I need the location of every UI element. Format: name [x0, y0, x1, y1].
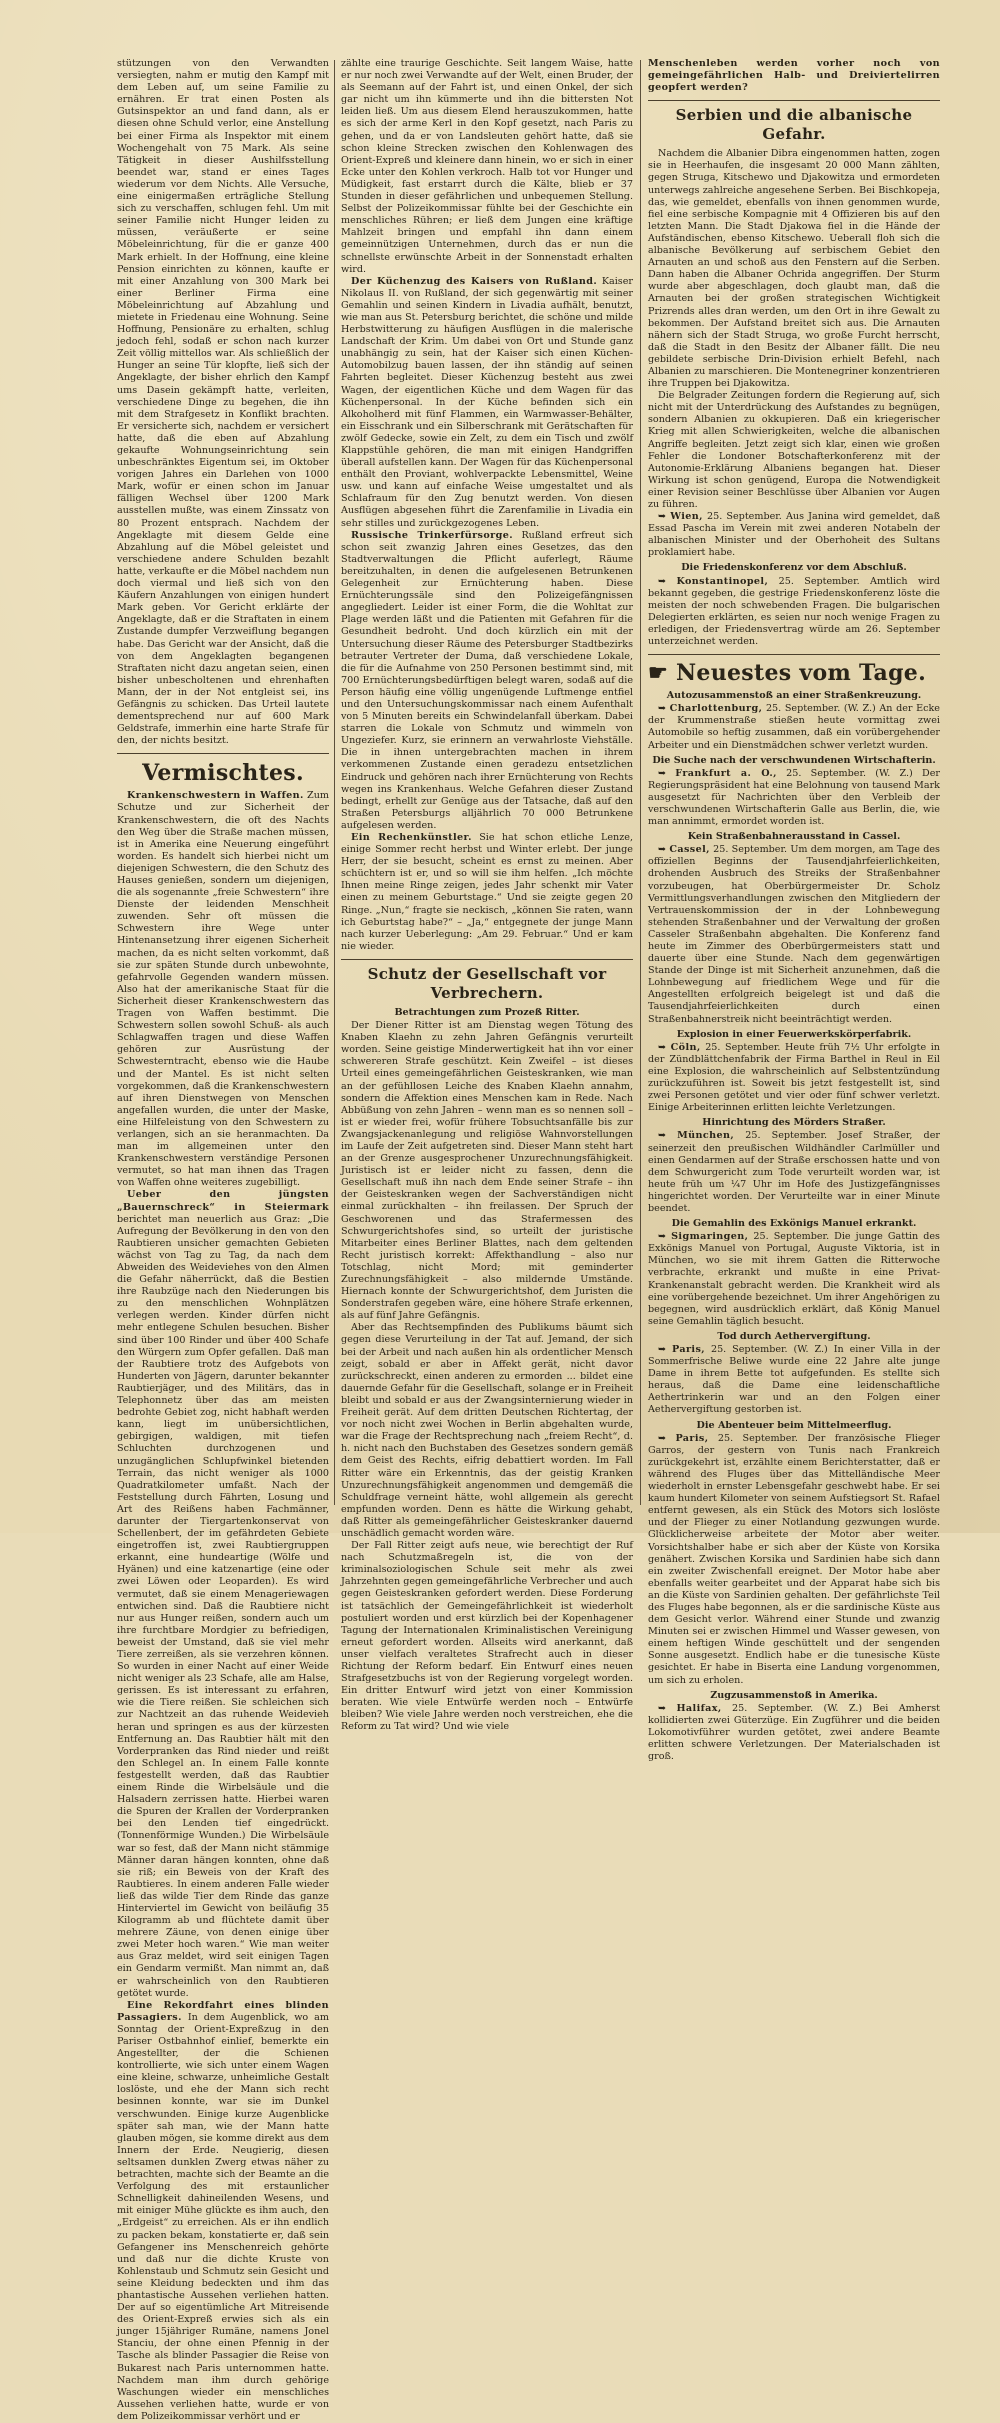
- arrow-icon: ➥: [658, 1041, 667, 1053]
- article-paragraph: [648, 576, 940, 649]
- column-2: [341, 58, 633, 1733]
- dateline: Charlottenburg,: [669, 703, 763, 715]
- arrow-icon: ➥: [658, 844, 667, 856]
- article-text: Rußland erfreut sich schon seit zwanzig Jahren eines Gesetzes, das den Stadtverwaltungen die Pflicht auferlegt, Räume bereitzuhalten, in denen die aufgelesenen Betrunkenen Gelegenheit zur Ernüchterung haben. Diese Ernüchterungssäle sind den Polizeigefängnissen angegliedert. Leider ist einer Form, die die Wohltat zur Plage werden läßt und die Patienten mit Gefahren für die Gesundheit bedroht. Und doch kürzlich ein mit der Untersuchung dieser Räume des Petersburger Stadtbezirks betrauter Vertreter der Duma, daß verschiedene Lokale, die für die Aufnahme von 250 Personen bestimmt sind, mit 700 Ernüchterungsbedürftigen belegt waren, sodaß auf die Person häufig eine völlig ungenügende Luftmenge entfiel und den Untersuchungskommissar nach einem Aufenthalt von 5 Minuten bereits ein Schwindelanfall überkam. Dabei starren die Lokale von Schmutz und wimmeln von Ungeziefer. Kurz, sie erinnern an verwahrloste Viehställe. Die in ihnen untergebrachten machen in ihrem verkommenen Zustande einen geradezu entsetzlichen Eindruck und gehören nach ihrer Ernüchterung von Rechts wegen ins Krankenhaus. Welche Gefahren dieser Zustand bedingt, erhellt zur Genüge aus der Tatsache, daß auf den Straßen Petersburgs alljährlich 70 000 Betrunkene aufgelesen werden.: [341, 529, 633, 831]
- dateline: Cassel,: [669, 844, 710, 856]
- arrow-icon: ➥: [658, 1231, 667, 1243]
- article-text: 25. September. (W. Z.) Der Regierungspräsident hat eine Belohnung von tausend Mark ausgesetzt für Nachrichten über den Verbleib der verschwundenen Wirtschafterin Galle aus Berlin, die, wie man annimmt, ermordet worden ist.: [648, 767, 940, 828]
- article-subheading: Zugzusammenstoß in Amerika.: [710, 1689, 878, 1701]
- article-text: Der Fall Ritter zeigt aufs neue, wie berechtigt der Ruf nach Schutzmaßregeln ist, die von der kriminalsoziologischen Schule seit mehr als zwei Jahrzehnten gegen gemeingefährliche Verbrecher und auch gegen Geisteskranken gefordert werden. Diese Forderung ist tatsächlich der Gemeingefährlichkeit ist wiederholt postuliert worden und erst kürzlich bei der Kopenhagener Tagung der Internationalen Kriminalistischen Vereinigung erneut gefordert worden. Allseits wird anerkannt, daß unser vielfach veraltetes Strafrecht auch in dieser Richtung der Reform bedarf. Ein Entwurf eines neuen Strafgesetzbuchs ist von der Regierung vorgelegt worden. Ein dritter Entwurf wird jetzt von einer Kommission beraten. Wie viele Entwürfe werden noch – Entwürfe bleiben? Wie viele Jahre werden noch verstreichen, ehe die Reform zu Tat wird? Und wie viele: [341, 1540, 633, 1733]
- arrow-icon: ➥: [658, 1432, 667, 1444]
- article-lead: Russische Trinkerfürsorge.: [351, 529, 513, 541]
- article-paragraph: [648, 1344, 940, 1417]
- article-paragraph: [648, 703, 940, 751]
- arrow-icon: ➥: [658, 767, 667, 779]
- article-subheading: Autozusammenstoß an einer Straßenkreuzung.: [666, 690, 922, 702]
- article-text: Sie hat schon etliche Lenze, einige Sommer recht herbst und Winter erlebt. Der junge Herr, der sie besucht, scheint es ernst zu meinen. Aber schüchtern ist er, und so will sie ihm helfen. „Ich möchte Ihnen meine Ringe zeigen, jedes Jahr schenkt mir Vater einen zu meinem Geburtstage.“ Und sie zeigte gegen 20 Ringe. „Nun,“ fragte sie neckisch, „können Sie raten, wann ich Geburtstag habe?“ – „Ja,“ entgegnete der junge Mann nach kurzer Ueberlegung: „Am 29. Februar.“ Und er kam nie wieder.: [341, 832, 633, 952]
- article-text: 25. September. Der französische Flieger Garros, der gestern von Tunis nach Frankreich zurückgekehrt ist, erzählte einem Berichterstatter, daß er während des Fluges über das Mittelländische Meer wiederholt in ernster Lebensgefahr geschwebt habe. Er sei kaum hundert Kilometer von seinem Aufstiegsort St. Rafael entfernt gewesen, als ein Stück des Motors sich loslöste und der Flieger zu einer Notlandung gezwungen wurde. Glücklicherweise arbeitete der Motor aber weiter. Vorsichtshalber habe er sich aber der Küste von Korsika genähert. Zwischen Korsika und Sardinien habe sich dann ein zweiter Zwischenfall ereignet. Der Motor habe aber ebenfalls weiter gearbeitet und der Apparat habe sich bis an die Küste von Sardinien gehalten. Der gefährlichste Teil des Fluges habe begonnen, als er die sardinische Küste aus dem Gesicht verlor. Während einer Stunde und zwanzig Minuten sei er zwischen Himmel und Wasser gewesen, von einem heftigen Winde geschüttelt und der sengenden Sonne ausgesetzt. Endlich habe er die tunesische Küste gesichtet. Er habe in Biserta eine Landung vorgenommen, um sich zu erholen.: [648, 1432, 940, 1686]
- article-subheading: Hinrichtung des Mörders Straßer.: [702, 1117, 886, 1129]
- arrow-icon: ➥: [658, 1344, 667, 1355]
- article-text: zählte eine traurige Geschichte. Seit langem Waise, hatte er nur noch zwei Verwandte auf der Welt, einen Bruder, der als Seemann auf der Fahrt ist, und einen Onkel, der sich gar nicht um ihn kümmerte und ihn die bittersten Not leiden ließ. Um aus diesem Elend herauszukommen, hatte es sich der arme Kerl in den Kopf gesetzt, nach Paris zu gehen, und da er von Landsleuten gehört hatte, daß sie schon kleine Strecken zwischen den Kohlenwagen des Orient-Expreß und kleinere dann hinein, wo er sich in einer Ecke unter den Kohlen verkroch. Halb tot vor Hunger und Müdigkeit, fast erstarrt durch die Kälte, blieb er 37 Stunden in dieser gefährlichen und unbequemen Stellung. Selbst der Polizeikommissar fühlte bei der Geschichte ein menschliches Rühren; er ließ dem Jungen eine kräftige Mahlzeit bringen und empfahl ihn dann einem gemeinnützigen Unternehmen, durch das er nun die schnellste erwünschte Arbeit in der Sonnenstadt erhalten wird.: [341, 58, 633, 275]
- article-paragraph: [341, 276, 633, 530]
- dateline: Paris,: [675, 1432, 709, 1444]
- article-subheading: Betrachtungen zum Prozeß Ritter.: [394, 1006, 580, 1018]
- article-text: Aber das Rechtsempfinden des Publikums bäumt sich gegen diese Verurteilung in der Tat auf. Jemand, der sich bei der Arbeit und nach außen hin als ordentlicher Mensch zeigt, sobald er aber in Affekt gerät, nicht davor zurückschreckt, einen anderen zu ermorden ... bildet eine dauernde Gefahr für die Gesellschaft, solange er in Freiheit bleibt und sobald er aus der Zwangsinternierung wieder in Freiheit gerät. Auf dem dritten Deutschen Richtertag, der vor noch nicht zwei Wochen in Berlin abgehalten wurde, war die Frage der Rechtsprechung nach „freiem Recht“, d. h. nicht nach den Buchstaben des Gesetzes sondern gemäß dem Geist des Rechts, eifrig debattiert worden. Im Fall Ritter wäre ein Erkenntnis, das der geistig Kranken Unzurechnungsfähigkeit angenommen und demgemäß die Schuldfrage verneint hätte, wohl allgemein als gerecht empfunden worden. Denn es hätte die Wirkung gehabt, daß Ritter als gemeingefährlicher Geisteskranker dauernd unschädlich gemacht worden wäre.: [341, 1322, 633, 1539]
- arrow-icon: ➥: [658, 575, 667, 587]
- article-subheading: Kein Straßenbahnerausstand in Cassel.: [687, 831, 901, 843]
- article-paragraph: [648, 768, 940, 828]
- section-heading-serbien: Serbien und die albanische Gefahr.: [648, 100, 940, 144]
- article-text: Die Belgrader Zeitungen fordern die Regierung auf, sich nicht mit der Unterdrückung des Aufstandes zu begnügen, sondern Albanien zu okkupieren. Daß ein kriegerischer Krieg mit allen Schwierigkeiten, welche die albanischen Angriffe begleiten. Jetzt zeigt sich klar, einen wie großen Fehler die Londoner Botschafterkonferenz mit der Autonomie-Erklärung Albaniens begangen hat. Dieser Wirkung ist schon genügend, Europa die Notwendigkeit einer Revision seiner Beschlüsse über Albanien vor Augen zu führen.: [648, 390, 940, 510]
- article-subheading: Die Suche nach der verschwundenen Wirtschafterin.: [652, 754, 936, 766]
- dateline: Wien,: [670, 511, 703, 523]
- article-paragraph: [648, 511, 940, 559]
- article-paragraph: [117, 790, 329, 1189]
- article-paragraph: [648, 1130, 940, 1215]
- dateline: Frankfurt a. O.,: [675, 767, 777, 779]
- article-lead: Der Küchenzug des Kaisers von Rußland.: [351, 275, 598, 287]
- article-paragraph: [117, 2000, 329, 2423]
- article-text: In dem Augenblick, wo am Sonntag der Orient-Expreßzug in den Pariser Ostbahnhof einlief, bemerkte ein Angestellter, der die Schienen kontrollierte, wie sich unter einem Wagen eine kleine, schwarze, unheimliche Gestalt loslöste, und ehe der Mann sich recht besinnen konnte, war sie im Dunkel verschwunden. Einige kurze Augenblicke später sah man, wie der Mann hatte glauben mögen, sie komme direkt aus dem Innern der Erde. Neugierig, diesen seltsamen dunklen Zwerg etwas näher zu betrachten, machte sich der Beamte an die Verfolgung des mit erstaunlicher Schnelligkeit dahineilenden Wesens, und mit einiger Mühe glückte es ihm auch, den „Erdgeist“ zu erreichen. Als er ihn endlich zu packen bekam, konstatierte er, daß sein Gefangener ins Menschenreich gehörte und daß nur die dichte Kruste von Kohlenstaub und Schmutz sein Gesicht und seine Kleidung bedeckten und ihm das phantastische Aussehen verliehen hatten. Der auf so eigentümliche Art Mitreisende des Orient-Expreß erwies sich als ein junger 15jähriger Rumäne, namens Jonel Stanciu, der ohne einen Pfennig in der Tasche als blinder Passagier die Reise von Bukarest nach Paris unternommen hatte. Nachdem man ihm durch gehörige Waschungen wieder ein menschliches Aussehen verliehen hatte, wurde er von dem Polizeikommissar verhört und er: [117, 2011, 329, 2422]
- section-heading-vermischtes: Vermischtes.: [117, 753, 329, 786]
- article-lead: Ueber den jüngsten „Bauernschreck“ in Steiermark: [117, 1189, 329, 1213]
- column-rule: [640, 60, 641, 1505]
- article-text: 25. September. Amtlich wird bekannt gegeben, die gestrige Friedenskonferenz löste die meisten der noch schwebenden Fragen. Die bulgarischen Delegierten erklärten, es seien nur noch wenige Fragen zu erledigen, der Friedensvertrag würde am 26. September unterzeichnet werden.: [648, 575, 940, 648]
- article-lead: Eine Rekordfahrt eines blinden Passagiers.: [117, 1999, 329, 2023]
- arrow-icon: ➥: [658, 1702, 667, 1714]
- article-paragraph: [341, 832, 633, 953]
- column-1: [117, 58, 329, 2422]
- article-subheading: Die Gemahlin des Exkönigs Manuel erkrankt.: [671, 1218, 917, 1230]
- arrow-icon: ➥: [658, 1130, 667, 1142]
- article-text: Nachdem die Albanier Dibra eingenommen hatten, zogen sie in Heerhaufen, die insgesamt 20 000 Mann zählten, gegen Struga, Kitschewo und Djakowitza und ermordeten unterwegs zahlreiche angesehene Serben. Bei Bischkopeja, das, wie gemeldet, ebenfalls von ihnen genommen wurde, fiel eine serbische Kompagnie mit 4 Offizieren bis auf den letzten Mann. Die Stadt Djakowa fiel in die Hände der Aufständischen, ebenso Kitschewo. Ueberall floh sich die albanische Bevölkerung auf serbischem Gebiet den Arnauten an und schoß aus den Fenstern auf die Serben. Dann haben die Albaner Ochrida angegriffen. Der Sturm wurde aber abgeschlagen, doch glaubt man, daß die Arnauten bei der großen strategischen Wichtigkeit Prizrends alles dran werden, um den Ort in ihre Gewalt zu bekommen. Der Aufstand breitet sich aus. Die Arnauten nähern sich der Stadt Struga, wo große Furcht herrscht, daß die Stadt in den Besitz der Albaner fällt. Die neu gebildete serbische Drin-Division erhielt Befehl, nach Albanien zu marschieren. Die Montenegriner konzentrieren ihre Truppen bei Djakowitza.: [648, 148, 940, 390]
- article-paragraph: [341, 530, 633, 832]
- article-text: Zum Schutze und zur Sicherheit der Krankenschwestern, die oft des Nachts den Weg über die Straße machen müssen, ist in Amerika eine Neuerung eingeführt worden. Es handelt sich hierbei nicht um diejenigen Schwestern, die den Schutz des Hauses genießen, sondern um diejenigen, die als sogenannte „freie Schwestern“ ihre Dienste der leidenden Menschheit zuwenden. Sehr oft müssen die Schwestern ihre Wege unter Hintenansetzung ihrer eigenen Sicherheit machen, da es nicht selten vorkommt, daß sie zur späten Stunde durch unbewohnte, gefahrvolle Gegenden wandern müssen. Also hat der amerikanische Staat für die Sicherheit dieser Krankenschwestern das Tragen von Waffen bestimmt. Die Schwestern sollen sowohl Schuß- als auch Schlagwaffen tragen und diese Waffen gehören zur Ausrüstung der Schwesterntracht, ebenso wie die Haube und der Mantel. Es ist nicht selten vorgekommen, daß die Krankenschwestern auf ihren Dienstwegen von Menschen angefallen wurden, die unter der Maske, eine Hilfeleistung von den Schwestern zu verlangen, sich an sie heranmachten. Da man im allgemeinen unter den Krankenschwestern verständige Personen vermutet, so hat man ihnen das Tragen von Waffen ohne weiteres zugebilligt.: [117, 790, 329, 1189]
- dateline: Paris,: [672, 1344, 706, 1355]
- article-subheading: Die Friedenskonferenz vor dem Abschluß.: [681, 562, 907, 574]
- dateline: Konstantinopel,: [676, 575, 769, 587]
- article-text: 25. September. Josef Straßer, der seinerzeit den preußischen Wildhändler Carlmüller und einen Gendarmen auf der Straße erschossen hatte und von dem Schwurgericht zum Tode verurteilt worden war, ist heute früh um ¼7 Uhr im Hofe des Justizgefängnisses hingerichtet worden. Der Verurteilte war in einer Minute beendet.: [648, 1130, 940, 1214]
- article-text: berichtet man neuerlich aus Graz: „Die Aufregung der Bevölkerung in den von den Raubtieren unsicher gemachten Gebieten wächst von Tag zu Tag, da nach dem Abweiden des Weideviehes von den Almen die Gefahr näherrückt, daß die Bestien ihre Raubzüge nach den Niederungen bis zu den menschlichen Wohnplätzen verlegen werden. Kinder dürfen nicht mehr entlegene Schulen besuchen. Bisher sind über 100 Rinder und über 400 Schafe den Würgern zum Opfer gefallen. Daß man der Raubtiere trotz des Aufgebots von Hunderten von Jägern, darunter bekannter Raubtierjäger, und des Militärs, das in Telephonnetz über das am meisten bedrohte Gebiet zog, nicht habhaft werden kann, liegt im unübersichtlichen, gebirgigen, waldigen, mit tiefen Schluchten durchzogenen und unzugänglichen Schlupfwinkel bietenden Terrain, das nicht weniger als 1000 Quadratkilometer umfaßt. Nach der Feststellung durch Fährten, Losung und Art des Reißens haben Fachmänner, darunter der Tiergartenkonservat von Schellenbert, der im gefährdeten Gebiete eingetroffen ist, zwei Raubtiergruppen erkannt, eine hundeartige (Wölfe und Hyänen) und eine katzenartige (eine oder zwei Löwen oder Leoparden). Es wird vermutet, daß sie einem Menageriewagen entwichen sind. Daß die Raubtiere nicht nur aus Hunger reißen, sondern auch um ihre furchtbare Mordgier zu befriedigen, beweist der Umstand, daß sie viel mehr Tiere zerreißen, als sie verzehren können. So wurden in einer Nacht auf einer Weide nicht weniger als 23 Schafe, alle am Halse, gerissen. Es ist interessant zu erfahren, wie die Tiere reißen. Sie schleichen sich zur Nachtzeit an das ruhende Weidevieh heran und springen es aus der kürzesten Entfernung an. Das Raubtier hält mit den Vorderpranken das Rind nieder und reißt den Schlegel an. In einem Falle konnte festgestellt werden, daß das Raubtier einem Rinde die Wirbelsäule und die Halsadern zerrissen hatte. Hierbei waren die Spuren der Krallen der Vorderpranken bei den Lenden tief eingedrückt. (Tonnenförmige Wunden.) Die Wirbelsäule war so fest, daß der Mann nicht stämmige Männer daran hängen konnten, ohne daß sie riß; ein Beweis von der Kraft des Raubtieres. In einem anderen Falle wieder ließ das wilde Tier dem Rinde das ganze Hinterviertel im Gewicht von beiläufig 35 Kilogramm ab und flüchtete damit über mehrere Zäune, von denen einige über zwei Meter hoch waren.“ Wie man weiter aus Graz meldet, wird seit einigen Tagen ein Gendarm vermißt. Man nimmt an, daß er wahrscheinlich von den Raubtieren getötet wurde.: [117, 1213, 329, 1999]
- article-paragraph: [648, 1231, 940, 1328]
- section-heading-neuestes: [648, 654, 940, 686]
- article-text: 25. September. (W. Z.) An der Ecke der Krummenstraße stießen heute vormittag zwei Automobile so heftig zusammen, daß ein vorübergehender Arbeiter und ein Dienstmädchen schwer verletzt wurden.: [648, 703, 940, 751]
- section-heading-schutz: Schutz der Gesellschaft vor Verbrechern.: [341, 959, 633, 1003]
- article-paragraph: [648, 1703, 940, 1763]
- arrow-icon: ➥: [658, 511, 667, 523]
- dateline: München,: [677, 1130, 735, 1142]
- article-paragraph: [648, 1042, 940, 1115]
- dateline: Sigmaringen,: [671, 1231, 749, 1243]
- column-3: [648, 58, 940, 1763]
- article-text: 25. September. (W. Z.) In einer Villa in der Sommerfrische Beliwe wurde eine 22 Jahre alte junge Dame in ihrem Bette tot aufgefunden. Es stellte sich heraus, daß die Dame eine leidenschaftliche Aethertrinkerin war und an den Folgen einer Aethervergiftung gestorben ist.: [648, 1344, 940, 1416]
- article-text: 25. September. Aus Janina wird gemeldet, daß Essad Pascha im Verein mit zwei anderen Notabeln der albanischen Minister und der Oberhoheit des Sultans proklamiert habe.: [648, 511, 940, 559]
- article-text: 25. September. Die junge Gattin des Exkönigs Manuel von Portugal, Auguste Viktoria, ist in München, wo sie mit ihrem Gatten die Ritterwoche verbrachte, erkrankt und mußte in eine Privat-Krankenanstalt gebracht werden. Die Krankheit wird als eine vorübergehende bezeichnet. Um ihrer Angehörigen zu begegnen, wird ausdrücklich erklärt, daß König Manuel seine Gemahlin täglich besucht.: [648, 1231, 940, 1327]
- column-rule: [334, 60, 335, 1505]
- article-text: 25. September. (W. Z.) Bei Amherst kollidierten zwei Güterzüge. Ein Zugführer und die beiden Lokomotivführer wurden getötet, zwei andere Beamte erlitten schwere Verletzungen. Der Materialschaden ist groß.: [648, 1702, 940, 1763]
- article-subheading: Explosion in einer Feuerwerkskörperfabrik.: [676, 1028, 912, 1040]
- article-text: Menschenleben werden vorher noch von gemeingefährlichen Halb- und Dreiviertelirren geopfert werden?: [648, 58, 940, 94]
- article-subheading: Tod durch Aethervergiftung.: [717, 1330, 871, 1342]
- article-text: Kaiser Nikolaus II. von Rußland, der sich gegenwärtig mit seiner Gemahlin und seinen Kindern in Livadia aufhält, benutzt, wie man aus St. Petersburg berichtet, die schöne und milde Herbstwitterung zu häufigen Ausflügen in die malerische Landschaft der Krim. Um dabei von Ort und Stunde ganz unabhängig zu sein, hat der Kaiser sich einen Küchen-Automobilzug bauen lassen, der ihn ständig auf seinen Fahrten begleitet. Dieser Küchenzug besteht aus zwei Wagen, der eigentlichen Küche und dem Wagen für das Küchenpersonal. In der Küche befinden sich ein Alkoholherd mit fünf Flammen, ein Warmwasser-Behälter, ein Eisschrank und ein Silberschrank mit Gerätschaften für zwölf Gedecke, sowie ein Zelt, zu dem ein Tisch und zwölf Klappstühle gehören, die man mit einigen Handgriffen überall aufstellen kann. Der Wagen für das Küchenpersonal enthält den Proviant, wohlverpackte Lebensmittel, Weine usw. und kann auf einfache Weise umgestaltet und als Schlafraum für den Zug benutzt werden. Von diesen Ausflügen abgesehen führt die Zarenfamilie in Livadia ein sehr stilles und zurückgezogenes Leben.: [341, 275, 633, 529]
- article-paragraph: [648, 844, 940, 1025]
- pointing-hand-icon: ☛: [648, 660, 669, 687]
- article-text: stützungen von den Verwandten versiegten, nahm er mutig den Kampf mit dem Leben auf, um seine Familie zu ernähren. Er trat einen Posten als Gutsinspektor an und fand dann, als er diesen ohne Schuld verlor, eine Anstellung bei einer Firma als Inspektor mit einem Wochengehalt von 75 Mark. Als seine Tätigkeit in dieser Aushilfsstellung beendet war, stand er eines Tages wiederum vor dem Nichts. Alle Versuche, eine einigermaßen erträgliche Stellung sich zu verschaffen, schlugen fehl. Um mit seiner Familie nicht Hunger leiden zu müssen, veräußerte er seine Möbeleinrichtung, für die er ganze 400 Mark erhielt. In der Hoffnung, eine kleine Pension einrichten zu können, kaufte er mit einer Anzahlung von 300 Mark bei einer Berliner Firma eine Möbeleinrichtung auf Abzahlung und mietete in Friedenau eine Wohnung. Seine Hoffnung, Pensionäre zu erhalten, schlug jedoch fehl, sodaß er schon nach kurzer Zeit völlig mittellos war. Als schließlich der Hunger an seine Tür klopfte, ließ sich der Angeklagte, der bisher ehrlich den Kampf ums Dasein gekämpft hatte, verleiten, verschiedene Dinge zu begehen, die ihn mit dem Strafgesetz in Konflikt brachten. Er versicherte sich, nachdem er versichert hatte, daß die eben auf Abzahlung gekaufte Wohnungseinrichtung sein unbeschränktes Eigentum sei, im Oktober vorigen Jahres ein Darlehen von 1000 Mark, wofür er einen schon im Januar fälligen Wechsel über 1200 Mark ausstellen mußte, was einem Zinssatz von 80 Prozent entsprach. Nachdem der Angeklagte mit diesem Gelde eine Abzahlung auf die Möbel geleistet und verschiedene andere Schulden bezahlt hatte, verkaufte er die Möbel nachdem nun doch viermal und ließ sich von den Käufern Anzahlungen von einigen hundert Mark geben. Vor Gericht erklärte der Angeklagte, daß er die Straftaten in einem Zustande dumpfer Verzweiflung begangen habe. Das Gericht war der Ansicht, daß die von dem Angeklagten begangenen Straftaten nicht dazu angetan seien, einen bisher unbescholtenen und ehrenhaften Mann, der in der Not entgleist sei, ins Gefängnis zu schicken. Das Urteil lautete dementsprechend nur auf 600 Mark Geldstrafe, immerhin eine harte Strafe für den, der nichts besitzt.: [117, 58, 329, 747]
- article-lead: Krankenschwestern in Waffen.: [127, 790, 304, 802]
- article-paragraph: [648, 1433, 940, 1687]
- dateline: Cöln,: [670, 1041, 701, 1053]
- article-text: 25. September. Um dem morgen, am Tage des offiziellen Beginns der Tausendjahrfeierlichkeiten, drohenden Ausbruch des Streiks der Straßenbahner vorzubeugen, hat Oberbürgermeister Dr. Scholz Vermittlungsverhandlungen zwischen den Mitgliedern der Vertrauenskommission der in der Lohnbewegung stehenden Straßenbahner und der Verwaltung der großen Casseler Straßenbahn abgehalten. Die Konferenz fand heute im Zimmer des Oberbürgermeisters statt und dauerte über eine Stunde. Nach dem gegenwärtigen Stande der Dinge ist mit Sicherheit anzunehmen, daß die Lohnbewegung auf friedlichem Wege und für die Angestellten erfolgreich beigelegt ist und daß die Tausendjahrfeierlichkeiten durch einen Straßenbahnerstreik nicht beeinträchtigt werden.: [648, 844, 940, 1025]
- arrow-icon: ➥: [658, 703, 667, 715]
- article-subheading: Die Abenteuer beim Mittelmeerflug.: [696, 1419, 892, 1431]
- article-lead: Ein Rechenkünstler.: [351, 832, 472, 843]
- dateline: Halifax,: [676, 1702, 722, 1714]
- article-text: 25. September. Heute früh 7½ Uhr erfolgte in der Zündblättchenfabrik der Firma Barthel in Reul in Eil eine Explosion, die wahrscheinlich auf Selbstentzündung zurückzuführen ist. Soweit bis jetzt festgestellt ist, sind zwei Personen getötet und vier oder fünf schwer verletzt. Einige Arbeiterinnen erlitten leichte Verletzungen.: [648, 1041, 940, 1114]
- article-paragraph: [117, 1189, 329, 1999]
- section-heading-text: Neuestes vom Tage.: [676, 660, 927, 687]
- article-text: Der Diener Ritter ist am Dienstag wegen Tötung des Knaben Klaehn zu zehn Jahren Gefängnis verurteilt worden. Seine geistige Minderwertigkeit hat ihn vor einer schwereren Strafe geschützt. Kein Zweifel – ist dieses Urteil eines gemeingefährlichen Geisteskranken, wie man an der gefühllosen Leiche des Knaben Klaehn annahm, sondern die Affektion eines Menschen kam in Rede. Nach Abbüßung von zehn Jahren – wenn man es so nennen soll – ist er wieder frei, wofür frühere Tobsuchtsanfälle bis zur Zwangsjackenanlegung und religiöse Wahnvorstellungen im Laufe der Zeit aufgetreten sind. Dieser Mann steht hart an der Grenze ausgesprochener Unzurechnungsfähigkeit. Juristisch ist er leider nicht zu fassen, denn die Gesellschaft muß ihn nach dem Ende seiner Strafe – ihn der Geisteskranken wegen der Sachverständigen nicht einmal zurückhalten – ihn freilassen. Der Spruch der Geschworenen und das Strafermessen des Schwurgerichtshofes sind, so urteilt der juristische Mitarbeiter eines Berliner Blattes, nach dem geltenden Recht juristisch korrekt: Affekthandlung – also nur Totschlag, nicht Mord; mit geminderter Zurechnungsfähigkeit – also mildernde Umstände. Hiernach konnte der Schwurgerichtshof, dem Juristen die Sonderstrafen gegeben wäre, eine höhere Strafe erkennen, als auf fünf Jahre Gefängnis.: [341, 1020, 633, 1322]
